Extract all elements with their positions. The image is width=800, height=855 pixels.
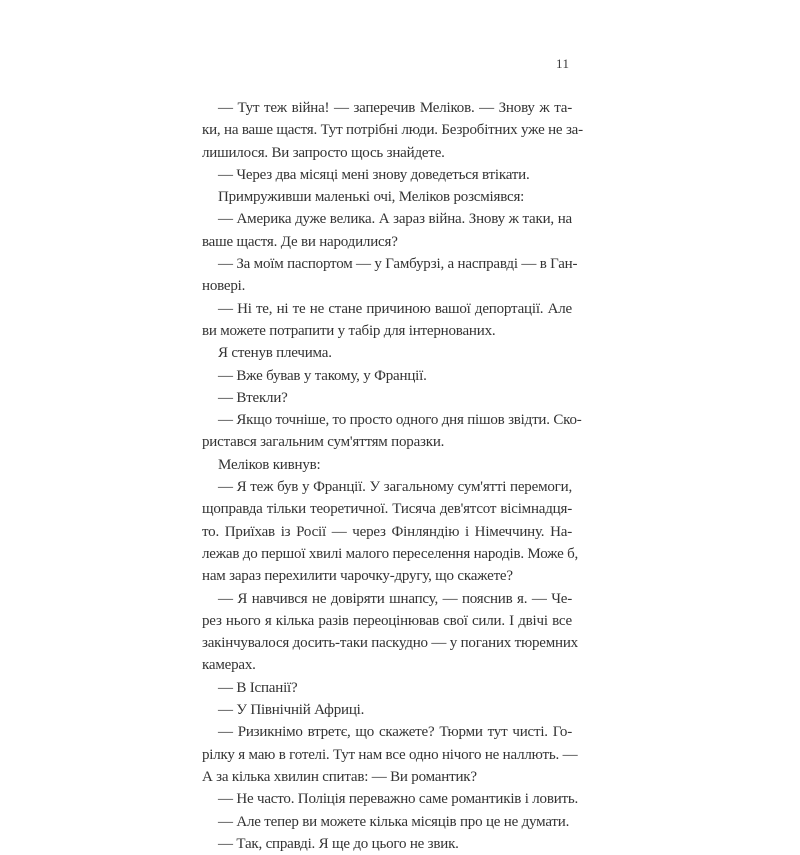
text-line: закінчувалося досить-таки паскудно — у поганих тюремних	[202, 635, 578, 652]
text-line: Я стенув плечима.	[218, 345, 332, 362]
text-line: — Ні те, ні те не стане причиною вашої депортації. Але	[218, 300, 572, 317]
text-line: ристався загальним сум'яттям поразки.	[202, 434, 445, 451]
text-line: Примруживши маленькі очі, Меліков розсміявся:	[218, 189, 525, 206]
text-line: — Америка дуже велика. А зараз війна. Знову ж таки, на	[218, 211, 572, 228]
text-line: — За моїм паспортом — у Гамбурзі, а насправді — в Ган-	[218, 256, 578, 273]
text-line: — Я навчився не довіряти шнапсу, — пояснив я. — Че-	[218, 590, 572, 607]
text-line: — Втекли?	[218, 389, 288, 406]
text-line: камерах.	[202, 657, 256, 674]
text-line: — Я теж був у Франції. У загальному сум'ятті перемоги,	[218, 479, 572, 496]
text-line: — Не часто. Поліція переважно саме романтиків і ловить.	[218, 791, 579, 808]
text-line: — Через два місяці мені знову доведеться втікати.	[218, 166, 530, 183]
body-text	[202, 97, 583, 855]
text-line: рез нього я кілька разів переоцінював свої сили. І двічі все	[202, 612, 572, 629]
text-line: — У Північній Африці.	[218, 702, 365, 719]
text-line: щоправда тільки теоретичної. Тисяча дев'ятсот вісімнадця-	[202, 501, 572, 518]
text-line: — Ризикнімо втретє, що скажете? Тюрми тут чисті. Го-	[218, 724, 572, 741]
text-line: ваше щастя. Де ви народилися?	[202, 233, 398, 250]
text-line: ки, на ваше щастя. Тут потрібні люди. Безробітних уже не за-	[202, 122, 583, 139]
text-line: — Тут теж війна! — заперечив Меліков. — Знову ж та-	[218, 100, 572, 116]
text-line: рілку я маю в готелі. Тут нам все одно нічого не наллють. —	[202, 746, 578, 763]
text-line: лишилося. Ви запросто щось знайдете.	[202, 144, 445, 161]
text-line: — Якщо точніше, то просто одного дня пішов звідти. Ско-	[218, 412, 582, 429]
text-line: лежав до першої хвилі малого переселення народів. Може б,	[202, 545, 579, 562]
text-line: А за кілька хвилин спитав: — Ви романтик?	[202, 768, 477, 785]
text-line: то. Приїхав із Росії — через Фінляндію і Німеччину. На-	[202, 523, 572, 540]
text-line: — Вже бував у такому, у Франції.	[218, 367, 427, 384]
text-line: ви можете потрапити у табір для інтернованих.	[202, 322, 496, 339]
page-number: 11	[556, 56, 570, 71]
text-line: — В Іспанії?	[218, 679, 298, 696]
text-line: нам зараз перехилити чарочку-другу, що скажете?	[202, 568, 513, 585]
text-line: Меліков кивнув:	[218, 456, 321, 473]
text-line: — Але тепер ви можете кілька місяців про це не думати.	[218, 813, 570, 830]
text-line: новері.	[202, 278, 246, 295]
text-line: — Так, справді. Я ще до цього не звик.	[218, 835, 459, 852]
